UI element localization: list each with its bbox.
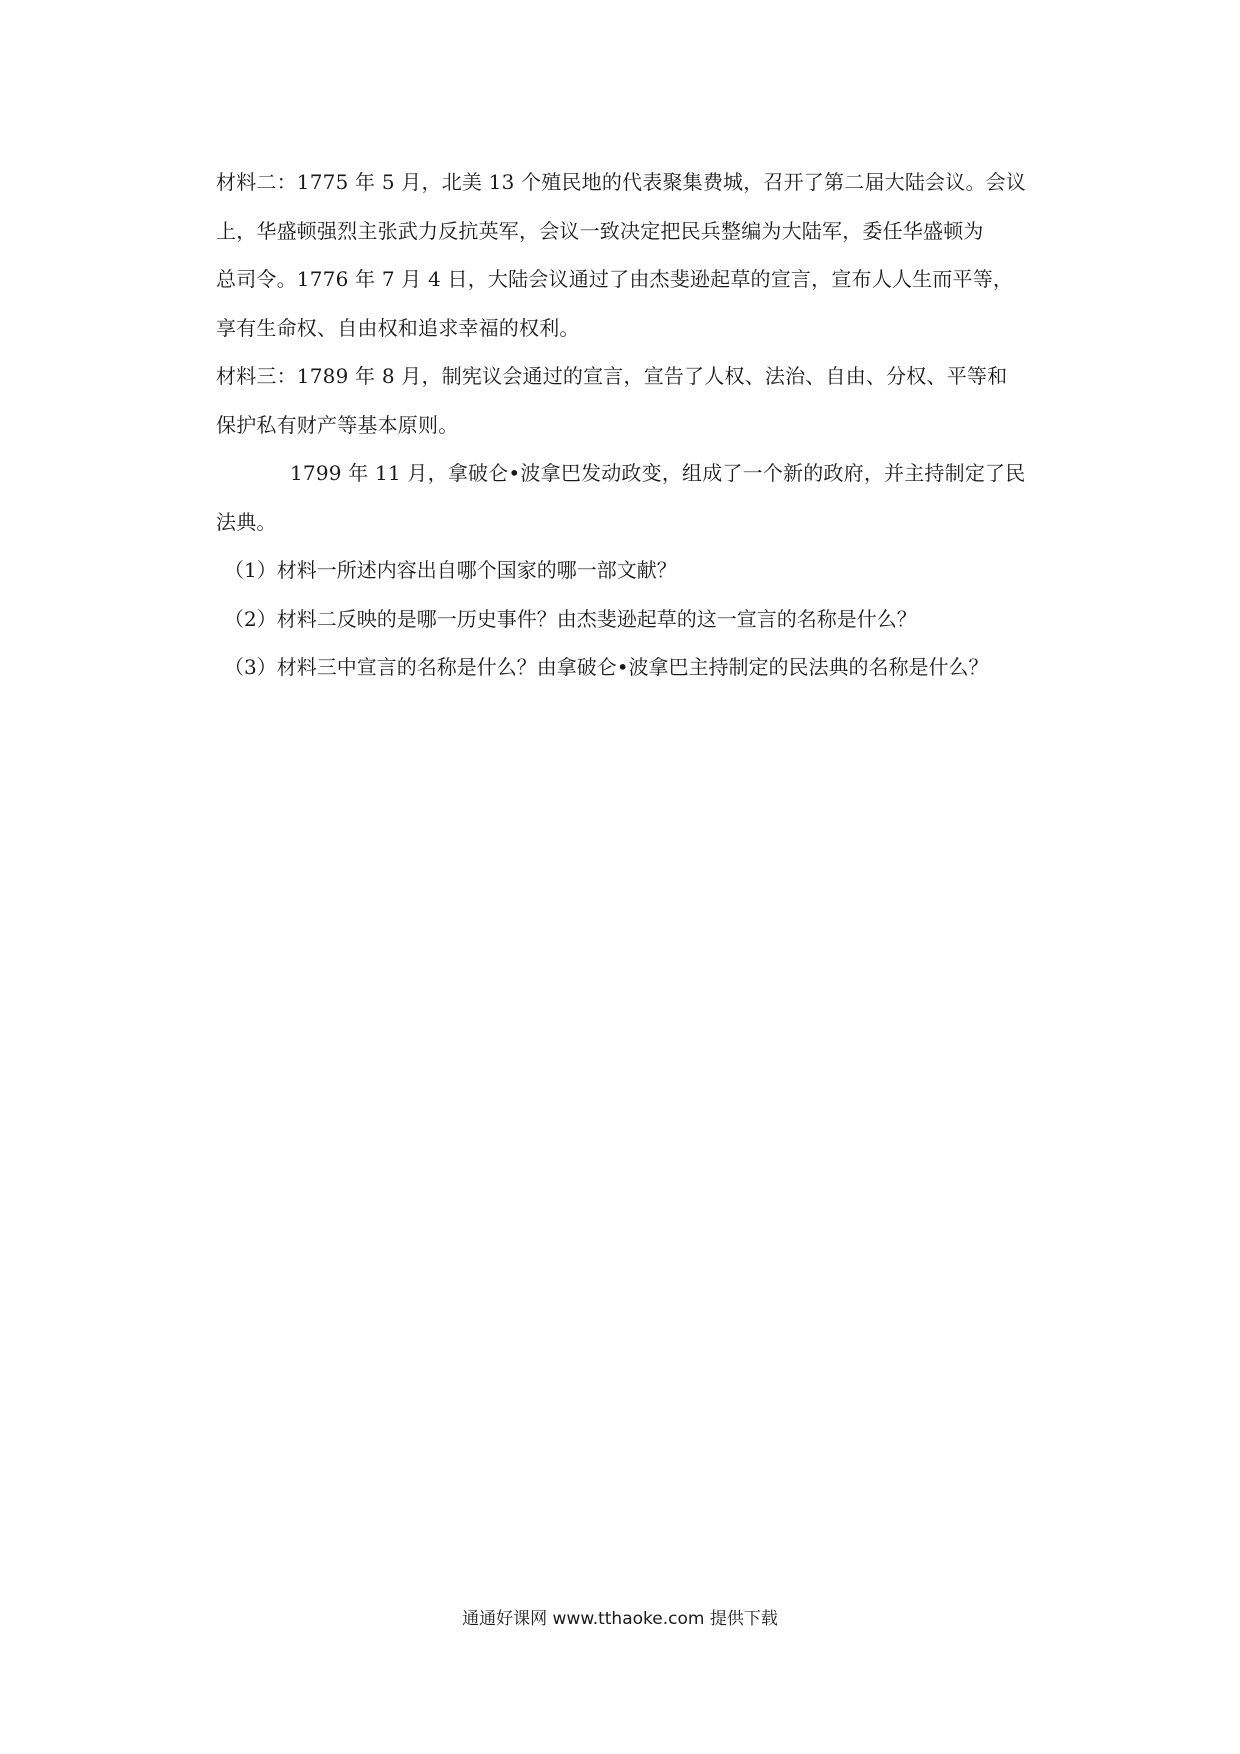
material-3-napoleon-paragraph — [216, 449, 1048, 546]
material-2-line: 总司令。1776 年 7 月 4 日，大陆会议通过了由杰斐逊起草的宣言，宣布人人生而平等， — [216, 267, 1014, 291]
document-body — [216, 158, 1048, 692]
material-2-line: 享有生命权、自由权和追求幸福的权利。 — [216, 315, 580, 340]
page-footer: 通通好课网 www.tthaoke.com 提供下载 — [462, 1609, 778, 1629]
question-1: （1）材料一所述内容出自哪个国家的哪一部文献？ — [224, 558, 677, 582]
question-list — [216, 546, 1048, 692]
material-3-line: 保护私有财产等基本原则。 — [216, 412, 459, 437]
material-2-line: 材料二：1775 年 5 月，北美 13 个殖民地的代表聚集费城，召开了第二届大陆会议。会议 — [216, 170, 1027, 194]
material-3-napoleon-line: 法典。 — [216, 509, 277, 534]
question-3: （3）材料三中宣言的名称是什么？由拿破仑•波拿巴主持制定的民法典的名称是什么？ — [224, 655, 989, 679]
material-3-napoleon-line: 1799 年 11 月，拿破仑•波拿巴发动政变，组成了一个新的政府，并主持制定了民 — [290, 461, 1026, 485]
material-3-line: 材料三：1789 年 8 月，制宪议会通过的宣言，宣告了人权、法治、自由、分权、平等和 — [216, 364, 1008, 388]
question-2: （2）材料二反映的是哪一历史事件？由杰斐逊起草的这一宣言的名称是什么？ — [224, 606, 917, 631]
material-2-line: 上，华盛顿强烈主张武力反抗英军，会议一致决定把民兵整编为大陆军，委任华盛顿为 — [216, 218, 984, 243]
material-2-paragraph — [216, 158, 1048, 352]
material-3-paragraph — [216, 352, 1048, 449]
